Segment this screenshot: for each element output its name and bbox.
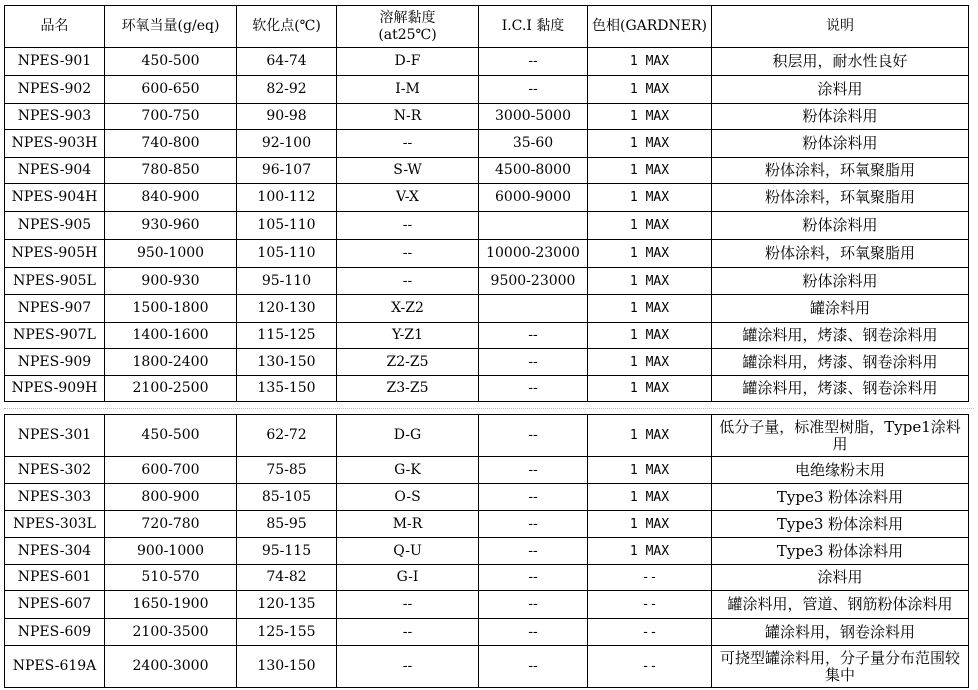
cell-solution-viscosity: -- [337, 591, 479, 619]
cell-softening-point: 115-125 [237, 323, 337, 349]
cell-product-name: NPES-909 [5, 349, 105, 376]
product-table-bottom [4, 414, 969, 688]
cell-softening-point: 135-150 [237, 376, 337, 402]
cell-color-gardner: -- [588, 565, 712, 591]
cell-solution-viscosity: Y-Z1 [337, 323, 479, 349]
cell-softening-point: 62-72 [237, 415, 337, 457]
header-row [5, 6, 969, 48]
cell-solution-viscosity: Z2-Z5 [337, 349, 479, 376]
cell-description: 罐涂料用，钢卷涂料用 [712, 619, 969, 646]
cell-description: 罐涂料用，管道、钢筋粉体涂料用 [712, 591, 969, 619]
cell-epoxy-equivalent: 1400-1600 [105, 323, 237, 349]
table-row [5, 323, 969, 349]
cell-ici-viscosity: 3000-5000 [479, 104, 588, 130]
cell-epoxy-equivalent: 1650-1900 [105, 591, 237, 619]
cell-description: 粉体涂料用 [712, 212, 969, 240]
cell-epoxy-equivalent: 510-570 [105, 565, 237, 591]
header-description: 说明 [712, 6, 969, 48]
table-row [5, 104, 969, 130]
cell-ici-viscosity: 4500-8000 [479, 158, 588, 184]
cell-ici-viscosity: -- [479, 538, 588, 565]
header-softening-point: 软化点(℃) [237, 6, 337, 48]
cell-softening-point: 105-110 [237, 240, 337, 268]
cell-description: 罐涂料用 [712, 295, 969, 323]
table-row [5, 130, 969, 158]
cell-ici-viscosity: -- [479, 484, 588, 511]
cell-product-name: NPES-303L [5, 511, 105, 538]
header-name: 品名 [5, 6, 105, 48]
table-row [5, 619, 969, 646]
cell-description: 粉体涂料，环氧聚脂用 [712, 158, 969, 184]
header-ici-viscosity: I.C.I 黏度 [479, 6, 588, 48]
cell-solution-viscosity: -- [337, 268, 479, 295]
cell-epoxy-equivalent: 800-900 [105, 484, 237, 511]
table-row [5, 415, 969, 457]
cell-softening-point: 92-100 [237, 130, 337, 158]
cell-epoxy-equivalent: 900-930 [105, 268, 237, 295]
cell-softening-point: 90-98 [237, 104, 337, 130]
cell-description: 电绝缘粉末用 [712, 457, 969, 484]
cell-epoxy-equivalent: 2100-2500 [105, 376, 237, 402]
cell-ici-viscosity: 35-60 [479, 130, 588, 158]
cell-ici-viscosity: 6000-9000 [479, 184, 588, 212]
cell-softening-point: 125-155 [237, 619, 337, 646]
cell-description: 涂料用 [712, 565, 969, 591]
cell-epoxy-equivalent: 2100-3500 [105, 619, 237, 646]
cell-description: 低分子量，标准型树脂，Type1涂料用 [712, 415, 969, 457]
cell-softening-point: 100-112 [237, 184, 337, 212]
cell-solution-viscosity: V-X [337, 184, 479, 212]
cell-epoxy-equivalent: 450-500 [105, 415, 237, 457]
cell-description: Type3 粉体涂料用 [712, 484, 969, 511]
cell-ici-viscosity: -- [479, 323, 588, 349]
cell-softening-point: 95-110 [237, 268, 337, 295]
cell-epoxy-equivalent: 600-650 [105, 76, 237, 104]
cell-product-name: NPES-903H [5, 130, 105, 158]
cell-softening-point: 120-130 [237, 295, 337, 323]
cell-product-name: NPES-909H [5, 376, 105, 402]
cell-color-gardner: 1 MAX [588, 349, 712, 376]
table-row [5, 646, 969, 688]
cell-product-name: NPES-609 [5, 619, 105, 646]
table-row [5, 268, 969, 295]
table-row [5, 240, 969, 268]
header-solution-viscosity-line1: 溶解黏度 [379, 9, 436, 26]
table-row [5, 511, 969, 538]
cell-color-gardner: 1 MAX [588, 376, 712, 402]
table-row [5, 184, 969, 212]
product-table-top [4, 5, 969, 402]
cell-ici-viscosity: -- [479, 511, 588, 538]
cell-product-name: NPES-904H [5, 184, 105, 212]
table-row [5, 376, 969, 402]
cell-ici-viscosity [479, 295, 588, 323]
cell-solution-viscosity: O-S [337, 484, 479, 511]
cell-color-gardner: 1 MAX [588, 457, 712, 484]
cell-color-gardner: 1 MAX [588, 104, 712, 130]
cell-epoxy-equivalent: 1500-1800 [105, 295, 237, 323]
cell-solution-viscosity: -- [337, 240, 479, 268]
cell-solution-viscosity: X-Z2 [337, 295, 479, 323]
cell-description: 罐涂料用，烤漆、钢卷涂料用 [712, 376, 969, 402]
cell-product-name: NPES-607 [5, 591, 105, 619]
cell-description: 涂料用 [712, 76, 969, 104]
cell-epoxy-equivalent: 950-1000 [105, 240, 237, 268]
cell-softening-point: 105-110 [237, 212, 337, 240]
cell-color-gardner: 1 MAX [588, 130, 712, 158]
cell-color-gardner: 1 MAX [588, 415, 712, 457]
cell-solution-viscosity: M-R [337, 511, 479, 538]
cell-softening-point: 85-95 [237, 511, 337, 538]
cell-description: 粉体涂料用 [712, 130, 969, 158]
cell-softening-point: 82-92 [237, 76, 337, 104]
cell-epoxy-equivalent: 1800-2400 [105, 349, 237, 376]
cell-softening-point: 85-105 [237, 484, 337, 511]
cell-epoxy-equivalent: 740-800 [105, 130, 237, 158]
cell-product-name: NPES-301 [5, 415, 105, 457]
cell-ici-viscosity: -- [479, 457, 588, 484]
cell-epoxy-equivalent: 450-500 [105, 48, 237, 76]
table-row [5, 48, 969, 76]
cell-description: 积层用，耐水性良好 [712, 48, 969, 76]
cell-epoxy-equivalent: 930-960 [105, 212, 237, 240]
cell-epoxy-equivalent: 780-850 [105, 158, 237, 184]
table-row [5, 484, 969, 511]
cell-description: 罐涂料用，烤漆、钢卷涂料用 [712, 349, 969, 376]
cell-product-name: NPES-302 [5, 457, 105, 484]
table-row [5, 76, 969, 104]
cell-ici-viscosity: -- [479, 48, 588, 76]
header-solution-viscosity [337, 6, 479, 48]
table-row [5, 565, 969, 591]
cell-product-name: NPES-901 [5, 48, 105, 76]
header-color-gardner: 色相(GARDNER) [588, 6, 712, 48]
table-row [5, 591, 969, 619]
cell-softening-point: 130-150 [237, 349, 337, 376]
cell-description: 粉体涂料用 [712, 104, 969, 130]
cell-color-gardner: 1 MAX [588, 295, 712, 323]
cell-description: Type3 粉体涂料用 [712, 538, 969, 565]
cell-color-gardner: 1 MAX [588, 240, 712, 268]
cell-product-name: NPES-902 [5, 76, 105, 104]
cell-softening-point: 130-150 [237, 646, 337, 688]
cell-ici-viscosity: -- [479, 76, 588, 104]
cell-ici-viscosity: 10000-23000 [479, 240, 588, 268]
cell-epoxy-equivalent: 600-700 [105, 457, 237, 484]
cell-solution-viscosity: I-M [337, 76, 479, 104]
cell-product-name: NPES-907 [5, 295, 105, 323]
cell-ici-viscosity: -- [479, 646, 588, 688]
cell-description: 可挠型罐涂料用，分子量分布范围较集中 [712, 646, 969, 688]
cell-product-name: NPES-907L [5, 323, 105, 349]
cell-softening-point: 95-115 [237, 538, 337, 565]
header-epoxy-equivalent: 环氧当量(g/eq) [105, 6, 237, 48]
cell-color-gardner: 1 MAX [588, 184, 712, 212]
cell-softening-point: 75-85 [237, 457, 337, 484]
table-row [5, 158, 969, 184]
cell-solution-viscosity: -- [337, 646, 479, 688]
cell-color-gardner: 1 MAX [588, 76, 712, 104]
cell-product-name: NPES-905 [5, 212, 105, 240]
cell-color-gardner: -- [588, 646, 712, 688]
cell-product-name: NPES-601 [5, 565, 105, 591]
cell-color-gardner: 1 MAX [588, 212, 712, 240]
cell-solution-viscosity: N-R [337, 104, 479, 130]
cell-softening-point: 96-107 [237, 158, 337, 184]
cell-product-name: NPES-303 [5, 484, 105, 511]
table-row [5, 538, 969, 565]
cell-description: 粉体涂料用 [712, 268, 969, 295]
cell-ici-viscosity: -- [479, 591, 588, 619]
cell-color-gardner: -- [588, 591, 712, 619]
cell-color-gardner: 1 MAX [588, 48, 712, 76]
cell-solution-viscosity: -- [337, 619, 479, 646]
cell-solution-viscosity: D-F [337, 48, 479, 76]
cell-product-name: NPES-903 [5, 104, 105, 130]
cell-description: 粉体涂料，环氧聚脂用 [712, 240, 969, 268]
table-row [5, 212, 969, 240]
cell-product-name: NPES-904 [5, 158, 105, 184]
cell-description: Type3 粉体涂料用 [712, 511, 969, 538]
table-row [5, 295, 969, 323]
cell-solution-viscosity: -- [337, 130, 479, 158]
cell-ici-viscosity: 9500-23000 [479, 268, 588, 295]
cell-epoxy-equivalent: 2400-3000 [105, 646, 237, 688]
cell-solution-viscosity: -- [337, 212, 479, 240]
cell-epoxy-equivalent: 900-1000 [105, 538, 237, 565]
cell-solution-viscosity: Q-U [337, 538, 479, 565]
cell-product-name: NPES-905H [5, 240, 105, 268]
cell-product-name: NPES-619A [5, 646, 105, 688]
table-row [5, 457, 969, 484]
cell-ici-viscosity [479, 212, 588, 240]
header-solution-viscosity-line2: (at25℃) [378, 26, 437, 43]
cell-solution-viscosity: Z3-Z5 [337, 376, 479, 402]
cell-softening-point: 64-74 [237, 48, 337, 76]
cell-solution-viscosity: S-W [337, 158, 479, 184]
cell-color-gardner: 1 MAX [588, 538, 712, 565]
table-separator [0, 404, 978, 414]
cell-softening-point: 120-135 [237, 591, 337, 619]
cell-solution-viscosity: D-G [337, 415, 479, 457]
cell-color-gardner: 1 MAX [588, 484, 712, 511]
cell-epoxy-equivalent: 700-750 [105, 104, 237, 130]
cell-color-gardner: 1 MAX [588, 158, 712, 184]
cell-ici-viscosity: -- [479, 415, 588, 457]
cell-description: 罐涂料用，烤漆、钢卷涂料用 [712, 323, 969, 349]
cell-epoxy-equivalent: 720-780 [105, 511, 237, 538]
cell-description: 粉体涂料，环氧聚脂用 [712, 184, 969, 212]
cell-solution-viscosity: G-K [337, 457, 479, 484]
cell-ici-viscosity: -- [479, 376, 588, 402]
cell-product-name: NPES-905L [5, 268, 105, 295]
cell-ici-viscosity: -- [479, 349, 588, 376]
cell-color-gardner: 1 MAX [588, 268, 712, 295]
cell-color-gardner: -- [588, 619, 712, 646]
cell-solution-viscosity: G-I [337, 565, 479, 591]
cell-ici-viscosity: -- [479, 565, 588, 591]
cell-epoxy-equivalent: 840-900 [105, 184, 237, 212]
cell-color-gardner: 1 MAX [588, 323, 712, 349]
cell-softening-point: 74-82 [237, 565, 337, 591]
table-row [5, 349, 969, 376]
cell-ici-viscosity: -- [479, 619, 588, 646]
cell-product-name: NPES-304 [5, 538, 105, 565]
cell-color-gardner: 1 MAX [588, 511, 712, 538]
